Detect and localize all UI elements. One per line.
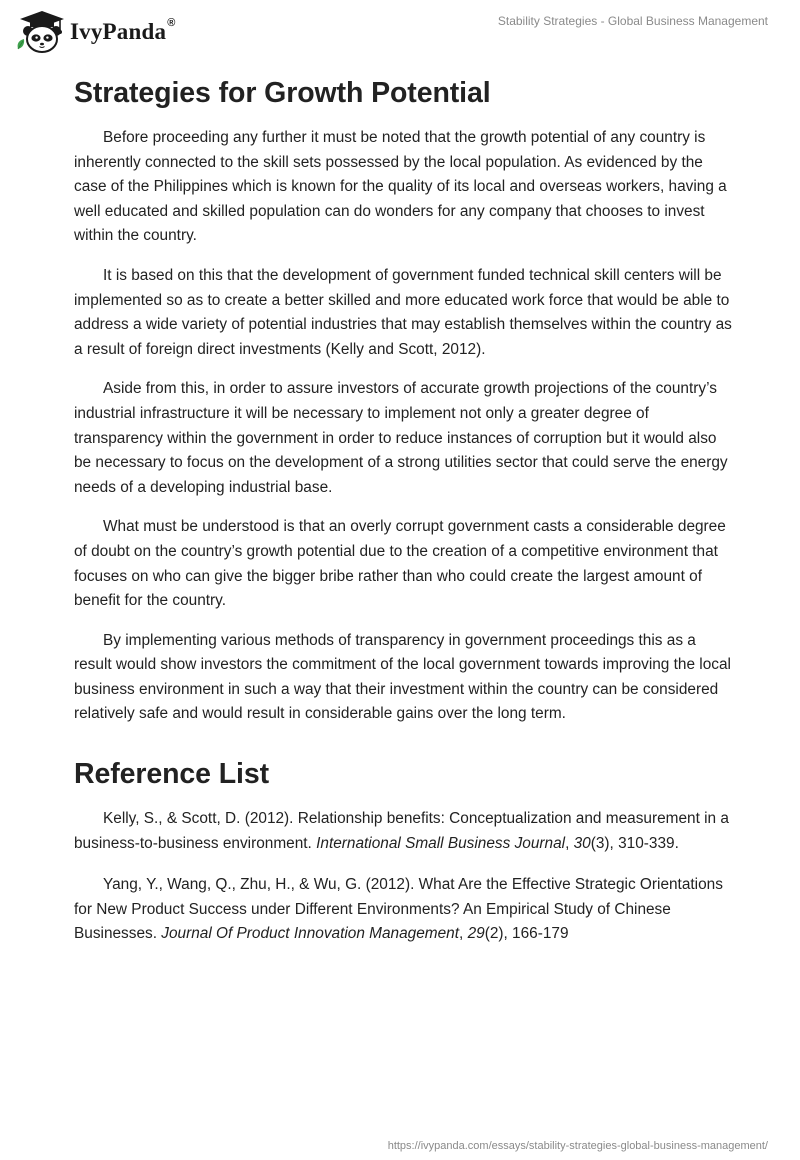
reference-text: Yang, Y., Wang, Q., Zhu, H., & Wu, G. (2012). What Are the Effective Strategic Orientations for New Product Success under Different Environments? An Empirical Study of Chinese Businesses. bbox=[74, 876, 723, 943]
reference-journal: Journal Of Product Innovation Management bbox=[161, 925, 459, 943]
page-header bbox=[0, 0, 800, 60]
section-heading-references: Reference List bbox=[74, 758, 270, 791]
brand-name: IvyPanda® bbox=[70, 17, 176, 44]
reference-separator: , bbox=[565, 834, 574, 852]
paragraph-3: Aside from this, in order to assure investors of accurate growth projections of the country’s industrial infrastructure it will be necessary to implement not only a greater degree of transparency within the government in order to reduce instances of corruption but it would also be necessary to focus on the development of a strong utilities sector that could serve the energy needs of a developing industrial base. bbox=[74, 380, 728, 496]
paragraph-1: Before proceeding any further it must be noted that the growth potential of any country is inherently connected to the skill sets possessed by the local population. As evidenced by the case of the Philippines which is known for the quality of its local and overseas workers, having a well educated and skilled population can do wonders for any company that chooses to invest within the country. bbox=[74, 129, 727, 245]
section-heading-growth: Strategies for Growth Potential bbox=[74, 77, 491, 109]
brand-logo[interactable] bbox=[14, 9, 176, 53]
source-url[interactable]: https://ivypanda.com/essays/stability-strategies-global-business-management/ bbox=[387, 1140, 768, 1152]
paragraph-2: It is based on this that the development of government funded technical skill centers will be implemented so as to create a better skilled and more educated work force that would be able to address a wide variety of potential industries that may establish themselves within the country as a result of foreign direct investments (Kelly and Scott, 2012). bbox=[74, 266, 732, 358]
paragraph-4: What must be understood is that an overly corrupt government casts a considerable degree of doubt on the country’s growth potential due to the creation of a competitive environment that focuses on who can give the bigger bribe rather than who could create the largest amount of benefit for the country. bbox=[74, 518, 726, 610]
reference-volume: 30 bbox=[573, 834, 591, 852]
reference-pages: (3), 310-339. bbox=[590, 834, 679, 852]
panda-graduate-icon bbox=[14, 9, 66, 53]
reference-text: Kelly, S., & Scott, D. (2012). Relationship benefits: Conceptualization and measurement in a business-to-business environment. bbox=[74, 810, 729, 852]
document-title: Stability Strategies - Global Business Management bbox=[497, 14, 768, 28]
reference-volume: 29 bbox=[467, 925, 485, 943]
registered-mark: ® bbox=[167, 17, 176, 29]
reference-entry bbox=[74, 807, 734, 856]
paragraph-5: By implementing various methods of transparency in government proceedings this as a result would show investors the commitment of the local government towards improving the local business environment in such a way that their investment within the country can be considered relatively safe and would result in considerable gains over the long term. bbox=[74, 631, 731, 723]
reference-pages: (2), 166-179 bbox=[484, 925, 569, 943]
reference-separator: , bbox=[459, 925, 468, 943]
reference-entry bbox=[74, 873, 734, 947]
reference-journal: International Small Business Journal bbox=[316, 834, 566, 852]
essay-content bbox=[74, 76, 734, 964]
